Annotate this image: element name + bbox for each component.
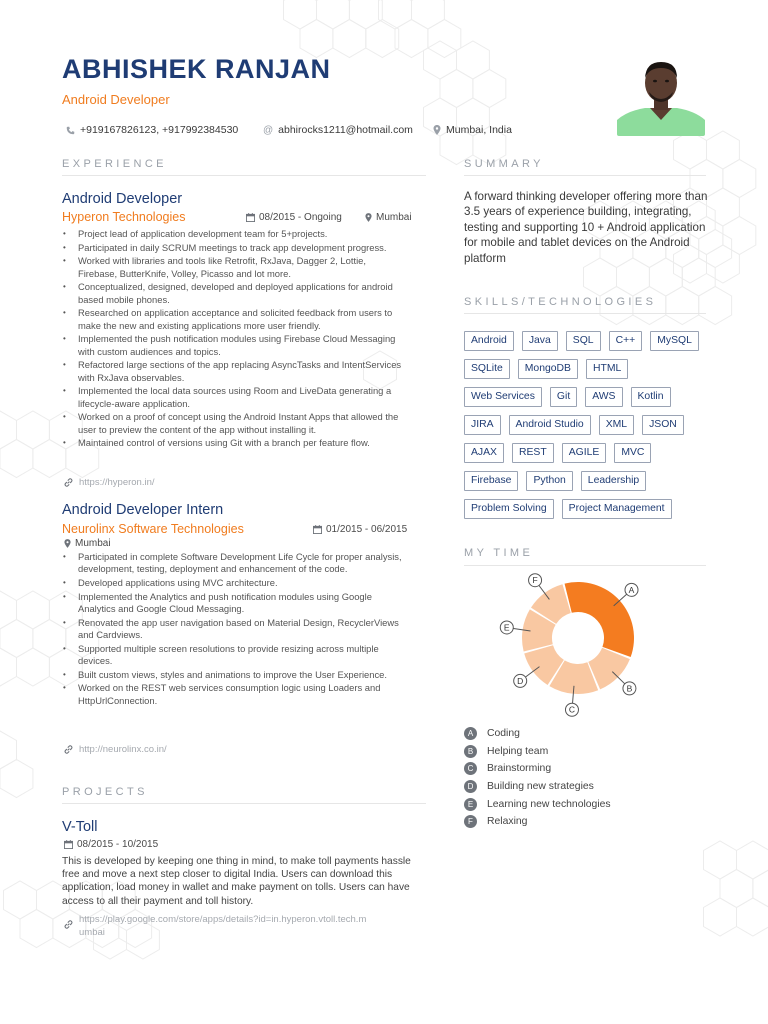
job-title: Android Developer Intern: [62, 502, 224, 518]
legend-marker: C: [464, 762, 477, 775]
phone-icon: [66, 126, 75, 135]
hexagon: [428, 20, 461, 58]
hexagon: [0, 731, 17, 769]
profile-photo: [617, 54, 705, 136]
legend-item: [464, 795, 611, 813]
project-dates: [64, 839, 158, 850]
responsibility-item: • Renovated the app user navigation based on Material Design, RecyclerViews and Cardviews.: [62, 617, 402, 642]
hexagon: [674, 131, 707, 169]
legend-label: Coding: [487, 728, 520, 740]
donut-label-c: [565, 703, 578, 716]
hexagon: [284, 0, 317, 29]
hexagon: [17, 591, 50, 629]
job-title: Android Developer: [62, 191, 183, 207]
candidate-name: ABHISHEK RANJAN: [62, 54, 331, 84]
donut-label-e: [500, 621, 513, 634]
skill-tag: Leadership: [581, 471, 646, 491]
job-company: Neurolinx Software Technologies: [62, 522, 244, 536]
skill-tag: Java: [522, 331, 558, 351]
experience-section-title: EXPERIENCE: [62, 158, 167, 170]
job-location: [64, 538, 111, 549]
skill-tag: AWS: [585, 387, 622, 407]
job-dates-text: 08/2015 - Ongoing: [259, 212, 342, 223]
svg-text:E: E: [503, 622, 510, 633]
project-link[interactable]: [64, 914, 366, 939]
svg-text:C: C: [568, 704, 576, 715]
time-donut-chart: [464, 568, 706, 718]
hexagon: [440, 70, 473, 108]
hexagon: [723, 217, 756, 255]
donut-label-a: [625, 583, 638, 596]
responsibility-item: • Implemented the Analytics and push notification modules using Google Analytics and Google Cloud Messaging.: [62, 591, 402, 616]
job-company: Hyperon Technologies: [62, 210, 186, 224]
responsibility-item: • Participated in daily SCRUM meetings to track app development progress.: [62, 242, 402, 254]
responsibility-item: • Implemented the local data sources using Room and LiveData generating a lifecycle-aware application.: [62, 385, 402, 410]
calendar-icon: [64, 840, 73, 849]
skill-tag: MVC: [614, 443, 651, 463]
legend-label: Learning new technologies: [487, 798, 611, 810]
donut-label-b: [623, 682, 636, 695]
location-text: Mumbai, India: [446, 124, 512, 136]
svg-text:F: F: [532, 575, 538, 586]
skill-tag: Web Services: [464, 387, 542, 407]
legend-marker: A: [464, 727, 477, 740]
summary-section-title: SUMMARY: [464, 158, 544, 170]
job-link[interactable]: [64, 477, 155, 488]
hexagon: [17, 648, 50, 686]
candidate-role: Android Developer: [62, 92, 170, 107]
hexagon: [0, 591, 17, 629]
hexagon: [0, 620, 33, 658]
donut-label-f: [529, 574, 542, 587]
skill-tag: AJAX: [464, 443, 504, 463]
hexagon: [333, 20, 366, 58]
svg-text:D: D: [517, 675, 524, 686]
skills-section-title: SKILLS/TECHNOLOGIES: [464, 296, 657, 308]
skill-tag: Project Management: [562, 499, 672, 519]
job-link-text[interactable]: https://hyperon.in/: [79, 477, 155, 488]
job-responsibilities-list: [62, 228, 402, 451]
donut-slice-a: [565, 582, 634, 657]
legend-marker: E: [464, 798, 477, 811]
svg-text:B: B: [626, 683, 633, 694]
hexagon: [473, 70, 506, 108]
map-pin-icon: [433, 125, 441, 135]
skills-divider: [464, 313, 706, 314]
hexagon: [704, 898, 737, 936]
projects-section-title: PROJECTS: [62, 786, 148, 798]
skill-tag: Python: [526, 471, 572, 491]
map-pin-icon: [64, 539, 71, 548]
skill-tag: AGILE: [562, 443, 607, 463]
my-time-section-title: MY TIME: [464, 547, 534, 559]
link-icon: [64, 745, 73, 754]
job-dates: [313, 524, 407, 535]
my-time-divider: [464, 565, 706, 566]
map-pin-icon: [365, 213, 372, 222]
skill-tag: MongoDB: [518, 359, 578, 379]
responsibility-item: • Project lead of application development team for 5+projects.: [62, 228, 402, 240]
skill-tag: Kotlin: [631, 387, 671, 407]
skill-tag: Problem Solving: [464, 499, 554, 519]
legend-item: [464, 778, 611, 796]
legend-item: [464, 743, 611, 761]
legend-label: Helping team: [487, 745, 549, 757]
hexagon: [395, 20, 428, 58]
project-dates-text: 08/2015 - 10/2015: [77, 839, 159, 850]
job-location: [365, 212, 412, 223]
hexagon: [424, 41, 457, 79]
skill-tag: Git: [550, 387, 577, 407]
job-responsibilities-list: [62, 551, 402, 708]
skill-tag: JSON: [642, 415, 684, 435]
hexagon: [0, 440, 33, 478]
job-location-text: Mumbai: [376, 212, 412, 223]
legend-marker: F: [464, 815, 477, 828]
experience-divider: [62, 175, 426, 176]
hexagon: [33, 620, 66, 658]
legend-label: Brainstorming: [487, 763, 552, 775]
at-icon: @: [263, 124, 274, 136]
hexagon: [699, 287, 732, 325]
skill-tag: REST: [512, 443, 554, 463]
skill-tag: MySQL: [650, 331, 699, 351]
job-link-text[interactable]: http://neurolinx.co.in/: [79, 744, 167, 755]
contact-location: [433, 124, 512, 136]
legend-item: [464, 813, 611, 831]
legend-label: Building new strategies: [487, 781, 594, 793]
hexagon: [412, 0, 445, 29]
summary-text: A forward thinking developer offering more than 3.5 years of experience building, integrating, testing and supporting 10 + Android application for mobile and tablet devices on the Android platform: [464, 190, 708, 265]
responsibility-item: • Built custom views, styles and animations to improve the User Experience.: [62, 669, 402, 681]
hexagon: [0, 411, 17, 449]
skill-tag: Firebase: [464, 471, 518, 491]
legend-label: Relaxing: [487, 816, 528, 828]
responsibility-item: • Worked on the REST web services consumption logic using Loaders and HttpUrlConnection.: [62, 682, 402, 707]
job-location-text: Mumbai: [75, 538, 111, 549]
skill-tag: SQL: [566, 331, 601, 351]
hexagon: [737, 898, 768, 936]
hexagon: [17, 411, 50, 449]
responsibility-item: • Implemented the push notification modules using Firebase Cloud Messaging with custom audiences and topics.: [62, 333, 402, 358]
donut-label-d: [514, 674, 527, 687]
time-legend: [464, 725, 611, 831]
skill-tag: C++: [609, 331, 643, 351]
responsibility-item: • Refactored large sections of the app replacing AsyncTasks and IntentServices with RxJava observables.: [62, 359, 402, 384]
calendar-icon: [313, 525, 322, 534]
legend-item: [464, 760, 611, 778]
skill-tag: JIRA: [464, 415, 501, 435]
hexagon: [300, 20, 333, 58]
summary-divider: [464, 175, 706, 176]
responsibility-item: • Developed applications using MVC architecture.: [62, 577, 402, 589]
hexagon: [707, 131, 740, 169]
responsibility-item: • Supported multiple screen resolutions to provide resizing across multiple devices.: [62, 643, 402, 668]
job-dates-text: 01/2015 - 06/2015: [326, 524, 408, 535]
hexagon: [317, 0, 350, 29]
phone-text: +919167826123, +917992384530: [80, 124, 239, 136]
legend-marker: B: [464, 745, 477, 758]
hexagon: [0, 648, 17, 686]
skill-tag: Android: [464, 331, 514, 351]
hexagon: [20, 910, 53, 948]
legend-item: [464, 725, 611, 743]
responsibility-item: • Worked on a proof of concept using the Android Instant Apps that allowed the user to preview the content of the app without installing it.: [62, 411, 402, 436]
hexagon: [457, 41, 490, 79]
hexagon: [366, 20, 399, 58]
hexagon: [0, 760, 33, 798]
hexagon: [33, 440, 66, 478]
job-dates: [246, 212, 342, 223]
skill-tag: HTML: [586, 359, 628, 379]
project-link-text[interactable]: https://play.google.com/store/apps/details?id=in.hyperon.vtoll.tech.m: [79, 914, 367, 925]
hexagon: [379, 0, 412, 29]
hexagon: [4, 881, 37, 919]
hexagon: [666, 287, 699, 325]
responsibility-item: • Maintained control of versions using Git with a branch per feature flow.: [62, 437, 402, 449]
hexagon: [704, 841, 737, 879]
contact-email: [263, 124, 413, 136]
job-link[interactable]: [64, 744, 167, 755]
svg-text:A: A: [628, 584, 635, 595]
responsibility-item: • Researched on application acceptance and solicited feedback from users to make the new and existing applications more user friendly.: [62, 307, 402, 332]
projects-divider: [62, 803, 426, 804]
project-title: V-Toll: [62, 819, 98, 835]
responsibility-item: • Conceptualized, designed, developed and deployed applications for android based mobile phones.: [62, 281, 402, 306]
hexagon: [720, 870, 753, 908]
legend-marker: D: [464, 780, 477, 793]
hexagon: [349, 0, 382, 29]
email-text[interactable]: abhirocks1211@hotmail.com: [278, 124, 413, 136]
responsibility-item: • Participated in complete Software Development Life Cycle for proper analysis, development, testing, deployment and enhancement of the code.: [62, 551, 402, 576]
calendar-icon: [246, 213, 255, 222]
skill-tag: XML: [599, 415, 634, 435]
link-icon: [64, 920, 73, 929]
skill-tag: SQLite: [464, 359, 510, 379]
responsibility-item: • Worked with libraries and tools like Retrofit, RxJava, Dagger 2, Lottie, Firebase, ButterKnife, Volley, Picasso and lot more.: [62, 255, 402, 280]
hexagon: [723, 160, 756, 198]
contact-phone: [66, 124, 238, 136]
skills-list: [464, 331, 716, 527]
project-description: This is developed by keeping one thing in mind, to make toll payments hassle free and move a next step closer to digital India. Users can download this application, load money in wallet and make payment on tolls. Users can have access to all their payment and toll history.: [62, 856, 411, 907]
skill-tag: Android Studio: [509, 415, 591, 435]
link-icon: [64, 478, 73, 487]
project-link-text-continued[interactable]: umbai: [79, 926, 105, 938]
